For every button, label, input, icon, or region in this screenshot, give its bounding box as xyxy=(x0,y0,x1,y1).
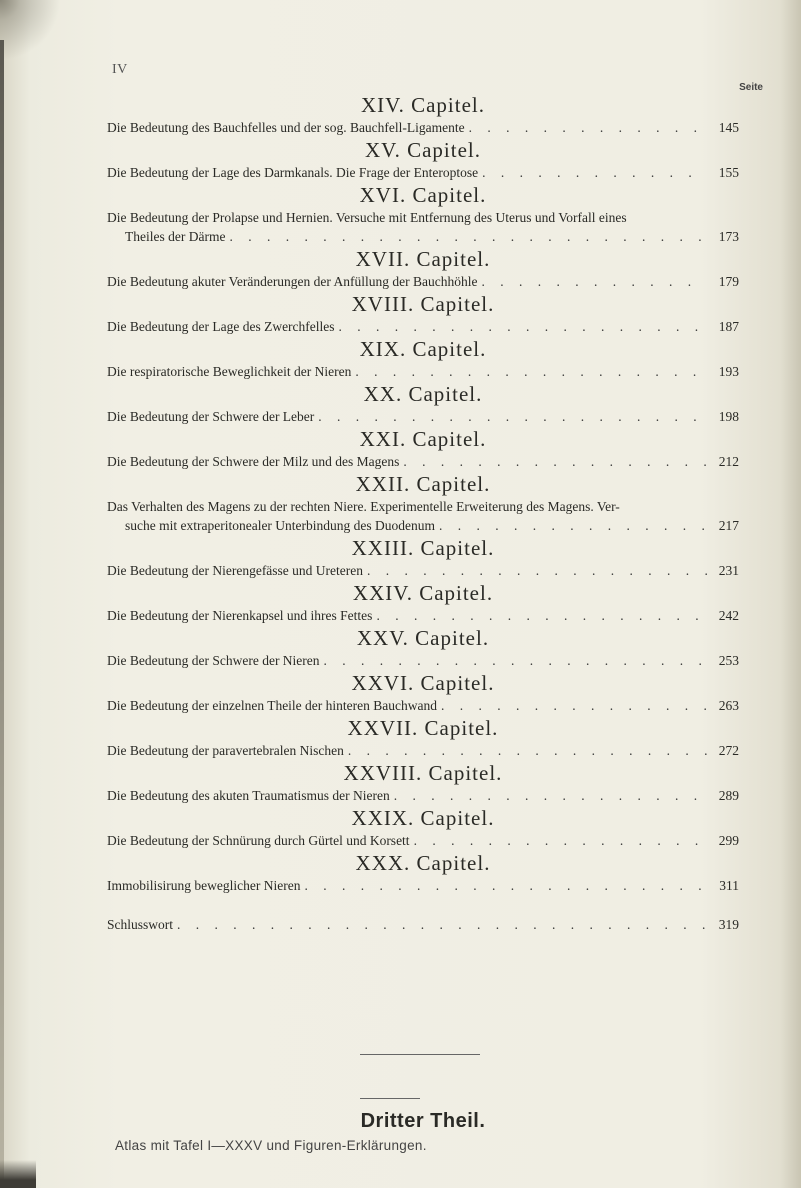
separator-rule xyxy=(360,1054,480,1055)
page-reference: 173 xyxy=(718,229,739,244)
atlas-line: Atlas mit Tafel I—XXXV und Figuren-Erklärungen. xyxy=(115,1138,427,1153)
chapter-description-line: Die Bedeutung der Prolapse und Hernien. Versuche mit Entfernung des Uterus und Vorfall eines xyxy=(107,210,627,225)
chapter-title: XXIX. Capitel. xyxy=(351,806,495,830)
toc-entry xyxy=(107,118,739,137)
chapter-title: XX. Capitel. xyxy=(363,382,483,406)
chapter-title: XVI. Capitel. xyxy=(359,183,487,207)
toc-entry xyxy=(107,317,739,336)
chapter-title: XXX. Capitel. xyxy=(355,851,491,875)
table-of-contents xyxy=(107,92,739,934)
toc-entry xyxy=(107,606,739,625)
toc-entry xyxy=(107,452,739,471)
page-reference: 212 xyxy=(718,454,739,469)
page-reference: 289 xyxy=(718,788,739,803)
toc-chapter xyxy=(107,625,739,670)
dot-leader xyxy=(339,317,707,336)
toc-chapter xyxy=(107,670,739,715)
dot-leader xyxy=(439,516,707,535)
dot-leader xyxy=(469,118,707,137)
separator-rule xyxy=(360,1098,420,1099)
page-reference: 263 xyxy=(718,698,739,713)
chapter-title: XXV. Capitel. xyxy=(356,626,490,650)
page-reference: 155 xyxy=(718,165,739,180)
dot-leader xyxy=(367,561,707,580)
chapter-description: Die Bedeutung der Lage des Zwerchfelles xyxy=(107,319,335,334)
toc-entry-schlusswort xyxy=(107,915,739,934)
chapter-description: Die Bedeutung der Schwere der Nieren xyxy=(107,653,320,668)
chapter-description: Die Bedeutung der Schnürung durch Gürtel und Korsett xyxy=(107,833,410,848)
page-reference: 187 xyxy=(718,319,739,334)
chapter-title: XIX. Capitel. xyxy=(359,337,487,361)
chapter-description: Die Bedeutung der Nierenkapsel und ihres Fettes xyxy=(107,608,373,623)
chapter-description: Die Bedeutung akuter Veränderungen der Anfüllung der Bauchhöhle xyxy=(107,274,478,289)
dot-leader xyxy=(414,831,707,850)
chapter-title: XV. Capitel. xyxy=(364,138,482,162)
chapter-title: XXIV. Capitel. xyxy=(352,581,494,605)
chapter-description: Die Bedeutung der Schwere der Leber xyxy=(107,409,315,424)
page-number: IV xyxy=(112,62,128,77)
scan-bottom-left-shadow xyxy=(0,1160,36,1188)
dot-leader xyxy=(229,227,707,246)
toc-entry xyxy=(107,516,739,535)
chapter-description: Die Bedeutung der einzelnen Theile der hinteren Bauchwand xyxy=(107,698,437,713)
chapter-title: XXI. Capitel. xyxy=(359,427,487,451)
toc-chapter xyxy=(107,291,739,336)
toc-entry xyxy=(107,696,739,715)
page-reference: 242 xyxy=(718,608,739,623)
page-reference: 198 xyxy=(718,409,739,424)
toc-entry xyxy=(107,272,739,291)
dot-leader xyxy=(482,272,707,291)
page-reference: 193 xyxy=(718,364,739,379)
toc-entry xyxy=(107,876,739,895)
toc-entry xyxy=(107,831,739,850)
chapter-title: XXVII. Capitel. xyxy=(347,716,499,740)
toc-entry xyxy=(107,362,739,381)
chapter-description: Theiles der Därme xyxy=(125,229,226,244)
toc-chapter xyxy=(107,805,739,850)
toc-chapter xyxy=(107,535,739,580)
chapter-description: Die Bedeutung des Bauchfelles und der sog. Bauchfell-Ligamente xyxy=(107,120,465,135)
page-reference: 311 xyxy=(719,878,739,893)
toc-entry xyxy=(107,163,739,182)
toc-chapter xyxy=(107,426,739,471)
dot-leader xyxy=(304,876,707,895)
chapter-description: Immobilisirung beweglicher Nieren xyxy=(107,878,301,893)
dot-leader xyxy=(403,452,707,471)
toc-chapter xyxy=(107,381,739,426)
toc-entry xyxy=(107,651,739,670)
scan-left-edge xyxy=(0,40,4,1188)
toc-chapter xyxy=(107,182,739,246)
part-title: Dritter Theil. xyxy=(360,1110,486,1132)
chapter-description: suche mit extraperitonealer Unterbindung des Duodenum xyxy=(125,518,436,533)
page-reference: 319 xyxy=(718,917,739,932)
chapter-description: Die Bedeutung der Schwere der Milz und des Magens xyxy=(107,454,400,469)
chapter-title: XXVIII. Capitel. xyxy=(343,761,503,785)
chapter-description: Die Bedeutung der Nierengefässe und Ureteren xyxy=(107,563,364,578)
chapter-description-line: Das Verhalten des Magens zu der rechten Niere. Experimentelle Erweiterung des Magens. Ver- xyxy=(107,499,620,514)
dot-leader xyxy=(394,786,707,805)
schlusswort-label: Schlusswort xyxy=(107,917,174,932)
page-reference: 231 xyxy=(718,563,739,578)
chapter-title: XXIII. Capitel. xyxy=(351,536,495,560)
page-reference: 217 xyxy=(718,518,739,533)
toc-chapter xyxy=(107,760,739,805)
dot-leader xyxy=(441,696,707,715)
dot-leader xyxy=(348,741,707,760)
chapter-title: XXII. Capitel. xyxy=(355,472,491,496)
dot-leader xyxy=(324,651,707,670)
toc-chapter xyxy=(107,715,739,760)
toc-chapter xyxy=(107,246,739,291)
chapter-description: Die Bedeutung der paravertebralen Nischen xyxy=(107,743,344,758)
dot-leader xyxy=(177,915,707,934)
toc-chapter xyxy=(107,850,739,895)
page-reference: 145 xyxy=(718,120,739,135)
page-reference: 272 xyxy=(718,743,739,758)
toc-chapter xyxy=(107,471,739,535)
toc-entry xyxy=(107,786,739,805)
seite-label: Seite xyxy=(739,82,763,93)
dot-leader xyxy=(482,163,707,182)
chapter-description: Die Bedeutung des akuten Traumatismus der Nieren xyxy=(107,788,390,803)
toc-chapter xyxy=(107,92,739,137)
chapter-description: Die respiratorische Beweglichkeit der Nieren xyxy=(107,364,352,379)
dot-leader xyxy=(355,362,707,381)
page-reference: 299 xyxy=(718,833,739,848)
page-reference: 253 xyxy=(718,653,739,668)
toc-chapter xyxy=(107,580,739,625)
chapter-title: XVII. Capitel. xyxy=(355,247,491,271)
chapter-title: XVIII. Capitel. xyxy=(351,292,495,316)
dot-leader xyxy=(318,407,707,426)
toc-chapter xyxy=(107,137,739,182)
scan-corner-shadow xyxy=(0,0,60,60)
toc-entry xyxy=(107,561,739,580)
toc-entry xyxy=(107,227,739,246)
chapter-title: XIV. Capitel. xyxy=(360,93,486,117)
toc-entry xyxy=(107,407,739,426)
toc-chapter xyxy=(107,336,739,381)
page-reference: 179 xyxy=(718,274,739,289)
chapter-description: Die Bedeutung der Lage des Darmkanals. Die Frage der Enteroptose xyxy=(107,165,479,180)
dot-leader xyxy=(376,606,707,625)
chapter-title: XXVI. Capitel. xyxy=(351,671,495,695)
toc-entry xyxy=(107,741,739,760)
